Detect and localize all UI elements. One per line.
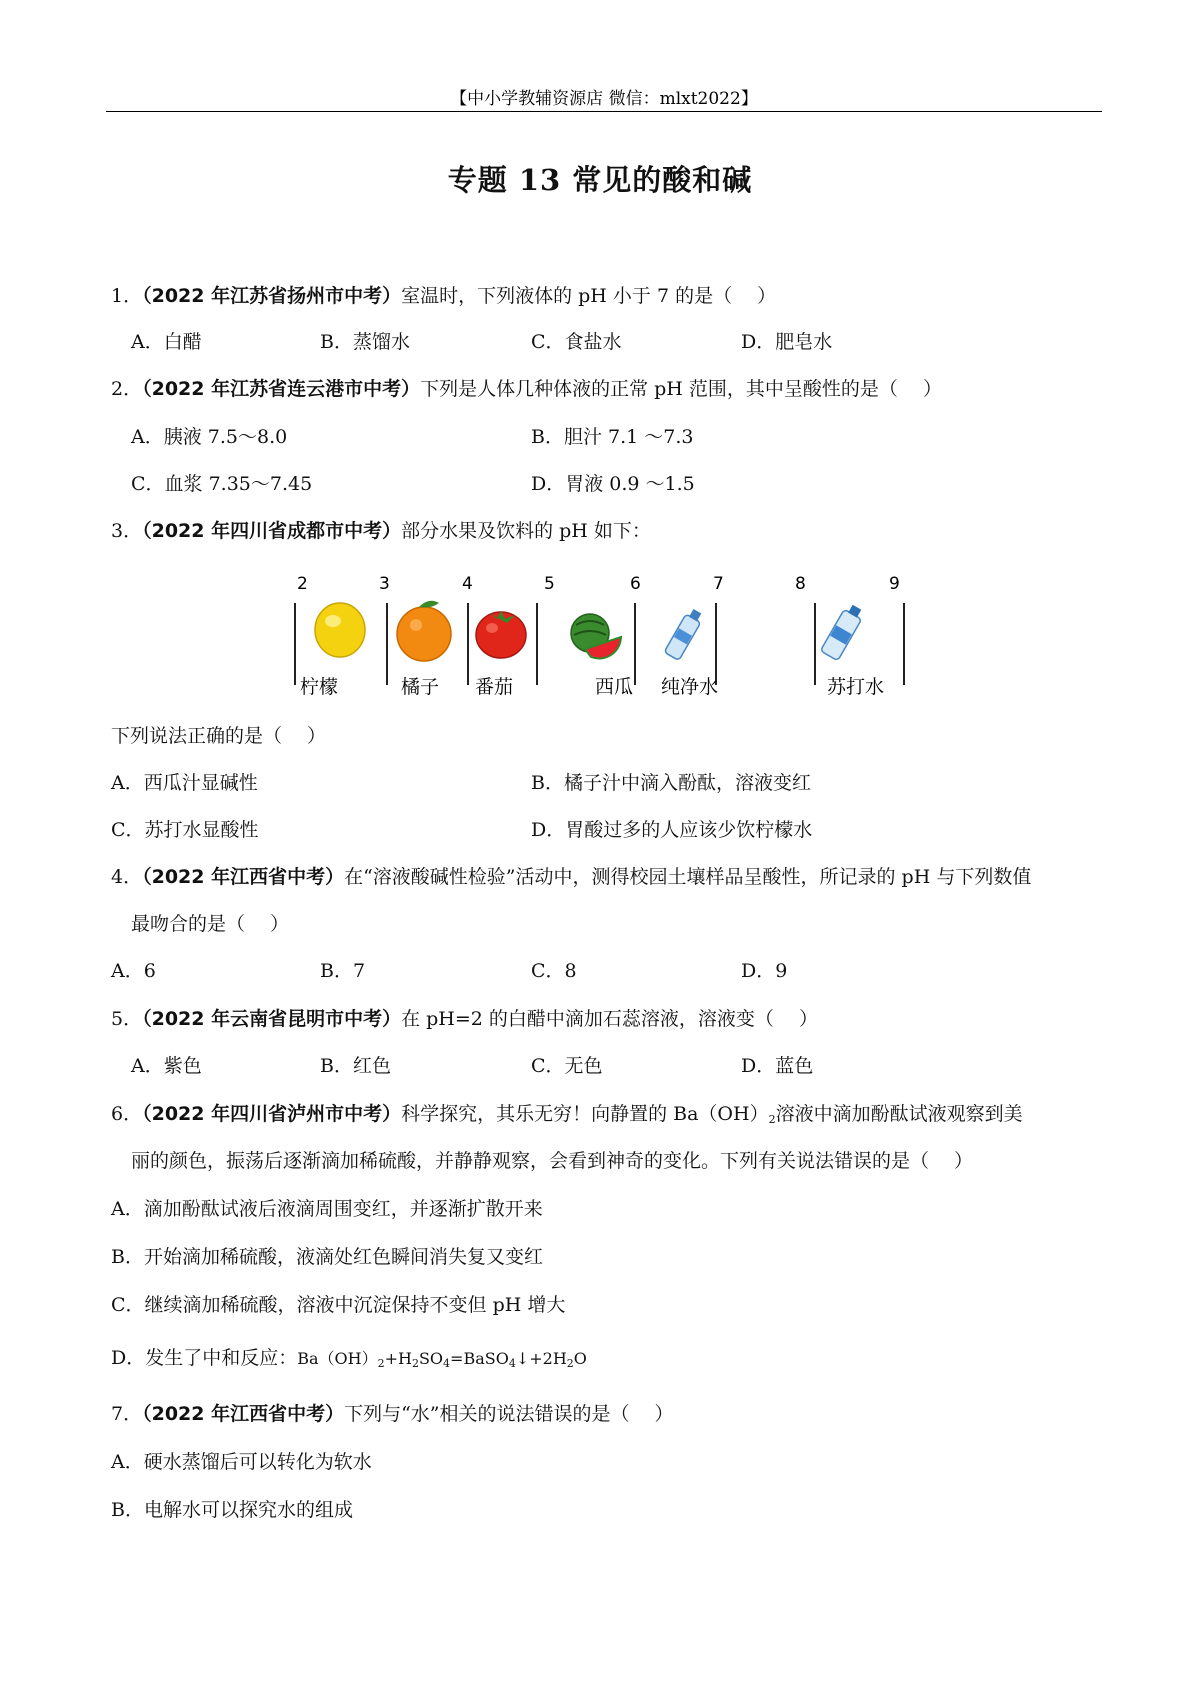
orange-icon — [397, 601, 451, 661]
question-source: （2022 年云南省昆明市中考） — [142, 1008, 402, 1030]
q2-option-d: D．胃液 0.9 ～1.5 — [531, 473, 695, 495]
question-source: （2022 年江苏省扬州市中考） — [142, 285, 402, 307]
q1-option-b: B．蒸馏水 — [320, 331, 410, 353]
watermelon-icon — [571, 614, 621, 659]
question-5 — [111, 1010, 818, 1029]
question-2 — [111, 380, 942, 399]
question-source: （2022 年江西省中考） — [142, 1403, 345, 1425]
question-6 — [111, 1105, 1023, 1125]
q6-option-d — [111, 1349, 587, 1369]
q4-option-d: D．9 — [741, 960, 788, 982]
question-number: 4． — [111, 866, 143, 888]
q7-option-a: A．硬水蒸馏后可以转化为软水 — [111, 1451, 372, 1473]
q6-option-c: C．继续滴加稀硫酸，溶液中沉淀保持不变但 pH 增大 — [111, 1294, 566, 1316]
question-stem: 下列与“水”相关的说法错误的是（ ） — [344, 1403, 674, 1425]
question-source: （2022 年四川省成都市中考） — [142, 520, 402, 542]
q7-option-b: B．电解水可以探究水的组成 — [111, 1499, 353, 1521]
ph-scale-figure — [285, 575, 925, 700]
fruit-label: 番茄 — [475, 676, 514, 698]
page-header: 【中小学教辅资源店 微信：mlxt2022】 — [450, 89, 758, 109]
q6-option-a: A．滴加酚酞试液后液滴周围变红，并逐渐扩散开来 — [111, 1198, 543, 1220]
ph-tick: 2 — [297, 575, 308, 594]
ph-tick: 7 — [713, 575, 724, 594]
fruit-label: 纯净水 — [661, 676, 719, 698]
ph-tick: 8 — [795, 575, 806, 594]
question-number: 3． — [111, 520, 143, 542]
lemon-icon — [315, 603, 365, 657]
question-7 — [111, 1405, 674, 1424]
fruit-label: 柠檬 — [300, 676, 339, 698]
soda-bottle-icon — [820, 602, 865, 660]
fruit-label: 西瓜 — [595, 676, 634, 698]
question-stem: 科学探究，其乐无穷！向静置的 Ba（OH） — [401, 1103, 769, 1125]
q5-option-b: B．红色 — [320, 1055, 391, 1077]
q2-option-c: C．血浆 7.35～7.45 — [131, 473, 313, 495]
ph-tick: 9 — [889, 575, 900, 594]
ph-tick: 5 — [544, 575, 555, 594]
ph-tick: 3 — [379, 575, 390, 594]
question-source: （2022 年江西省中考） — [142, 866, 345, 888]
fruit-label: 苏打水 — [827, 676, 885, 698]
q3-option-d: D．胃酸过多的人应该少饮柠檬水 — [531, 819, 813, 841]
fruit-label: 橘子 — [401, 676, 440, 698]
q3-option-a: A．西瓜汁显碱性 — [111, 772, 258, 794]
question-stem: 下列是人体几种体液的正常 pH 范围，其中呈酸性的是（ ） — [420, 378, 942, 400]
question-number: 1． — [111, 285, 143, 307]
question-stem: 室温时，下列液体的 pH 小于 7 的是（ ） — [401, 285, 777, 307]
q6-option-b: B．开始滴加稀硫酸，液滴处红色瞬间消失复又变红 — [111, 1246, 543, 1268]
subscript: 2 — [768, 1113, 776, 1126]
q4-option-c: C．8 — [531, 960, 577, 982]
question-stem-tail: 溶液中滴加酚酞试液观察到美 — [775, 1103, 1023, 1125]
question-number: 5． — [111, 1008, 143, 1030]
q5-option-a: A．紫色 — [131, 1055, 202, 1077]
q1-option-a: A．白醋 — [131, 331, 202, 353]
header-rule — [106, 111, 1102, 112]
q3-option-b: B．橘子汁中滴入酚酞，溶液变红 — [531, 772, 811, 794]
question-stem: 部分水果及饮料的 pH 如下： — [401, 520, 651, 542]
q1-option-c: C．食盐水 — [531, 331, 622, 353]
q6-stem-cont: 丽的颜色，振荡后逐渐滴加稀硫酸，并静静观察，会看到神奇的变化。下列有关说法错误的是（ ） — [131, 1150, 974, 1172]
question-1 — [111, 287, 776, 306]
q4-option-a: A．6 — [111, 960, 156, 982]
question-number: 7． — [111, 1403, 143, 1425]
tomato-icon — [476, 611, 526, 658]
q3-option-c: C．苏打水显酸性 — [111, 819, 259, 841]
q3-prompt: 下列说法正确的是（ ） — [111, 725, 327, 747]
question-source: （2022 年江苏省连云港市中考） — [142, 378, 421, 400]
ph-tick: 4 — [462, 575, 473, 594]
q2-option-a: A．胰液 7.5～8.0 — [131, 426, 288, 448]
page-title: 专题 13 常见的酸和碱 — [447, 163, 753, 197]
question-number: 2． — [111, 378, 143, 400]
option-label: D．发生了中和反应： — [111, 1347, 298, 1369]
q4-option-b: B．7 — [320, 960, 366, 982]
question-stem: 在“溶液酸碱性检验”活动中，测得校园土壤样品呈酸性，所记录的 pH 与下列数值 — [344, 866, 1032, 888]
question-3 — [111, 522, 651, 541]
q5-option-c: C．无色 — [531, 1055, 603, 1077]
question-number: 6． — [111, 1103, 143, 1125]
water-bottle-icon — [664, 607, 705, 661]
question-4 — [111, 868, 1031, 887]
question-stem: 在 pH=2 的白醋中滴加石蕊溶液，溶液变（ ） — [401, 1008, 818, 1030]
ph-tick: 6 — [630, 575, 641, 594]
q4-stem-cont: 最吻合的是（ ） — [131, 913, 290, 935]
q5-option-d: D．蓝色 — [741, 1055, 814, 1077]
question-source: （2022 年四川省泸州市中考） — [142, 1103, 402, 1125]
q2-option-b: B．胆汁 7.1 ～7.3 — [531, 426, 694, 448]
chemical-equation: $Ba(OH)_2+H_2SO_4=BaSO_4↓+2H_2O$ — [297, 1349, 587, 1370]
q1-option-d: D．肥皂水 — [741, 331, 833, 353]
